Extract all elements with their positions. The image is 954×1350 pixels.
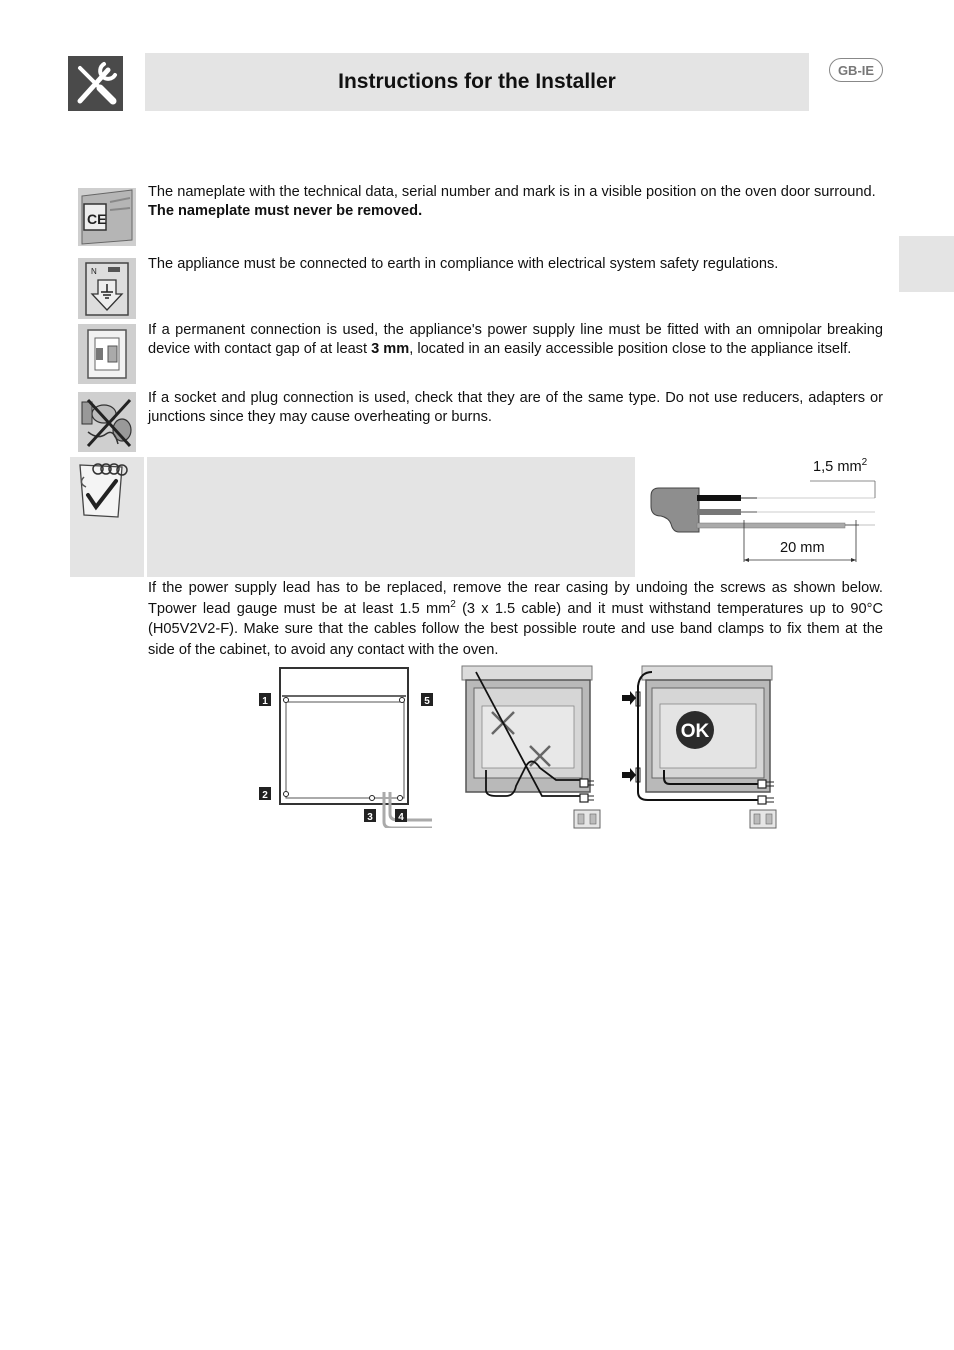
replacement-paragraph	[148, 578, 883, 660]
nameplate-paragraph	[148, 183, 883, 221]
note-box	[147, 457, 635, 577]
wrong-routing-figure	[456, 664, 606, 830]
header-bar	[145, 53, 809, 111]
notepad-check-icon	[80, 464, 127, 517]
omnipolar-text-after: , located in an easily accessible position close to the appliance itself.	[409, 341, 852, 357]
earth-ground-icon	[78, 258, 136, 319]
ok-label: OK	[680, 721, 710, 742]
gauge-label	[813, 459, 867, 475]
screw-label-3: 3	[367, 812, 373, 823]
socket-text: If a socket and plug connection is used, check that they are of the same type. Do not use reducers, adapters or junctions since they may cause overheating or burns.	[148, 390, 883, 425]
screw-label-4: 4	[398, 812, 404, 823]
omnipolar-text-before: If a permanent connection is used, the appliance's power supply line must be fitted with an omnipolar breaking device with contact gap of at least	[148, 322, 883, 357]
screw-label-2: 2	[262, 790, 268, 801]
contact-gap-value: 3 mm	[371, 341, 410, 357]
replacement-text-1: If the power supply lead has to be replaced, remove the rear casing by undoing the screws as shown below. Tpower lead gauge must be at least 1.5 mm	[148, 580, 883, 617]
nameplate-warning: The nameplate must never be removed.	[148, 203, 423, 219]
ce-nameplate-icon	[78, 188, 136, 246]
nameplate-text: The nameplate with the technical data, serial number and mark is in a visible position on the oven door surround.	[148, 184, 876, 200]
gauge-value: 1,5 mm	[813, 459, 862, 475]
screw-label-5: 5	[424, 696, 430, 707]
rear-casing-figure	[256, 666, 436, 828]
wrench-screwdriver-icon	[68, 56, 123, 111]
gauge-superscript: 2	[861, 457, 868, 469]
correct-routing-figure	[620, 664, 782, 830]
no-adapter-icon	[78, 392, 136, 452]
language-badge: GB-IE	[829, 58, 883, 82]
screw-label-1: 1	[262, 696, 268, 707]
earth-text: The appliance must be connected to earth in compliance with electrical system safety regulations.	[148, 256, 779, 272]
side-tab	[899, 236, 954, 292]
switch-icon	[78, 324, 136, 384]
note-icon-column	[70, 457, 144, 577]
svg-text:N: N	[91, 267, 97, 276]
strip-length-label: 20 mm	[780, 540, 825, 556]
omnipolar-paragraph	[148, 321, 883, 359]
svg-text:CE: CE	[87, 211, 107, 227]
replacement-text-2: (3 x 1.5 cable) and it must withstand temperatures up to 90°C (H05V2V2-F). Make sure that the cables follow the best possible route and use band clamps to fix them at the side of the cabinet, to avoid any contact with the oven.	[148, 600, 883, 658]
cable-strip-diagram	[645, 458, 880, 568]
page-title: Instructions for the Installer	[338, 70, 616, 93]
replacement-superscript: 2	[450, 598, 456, 610]
